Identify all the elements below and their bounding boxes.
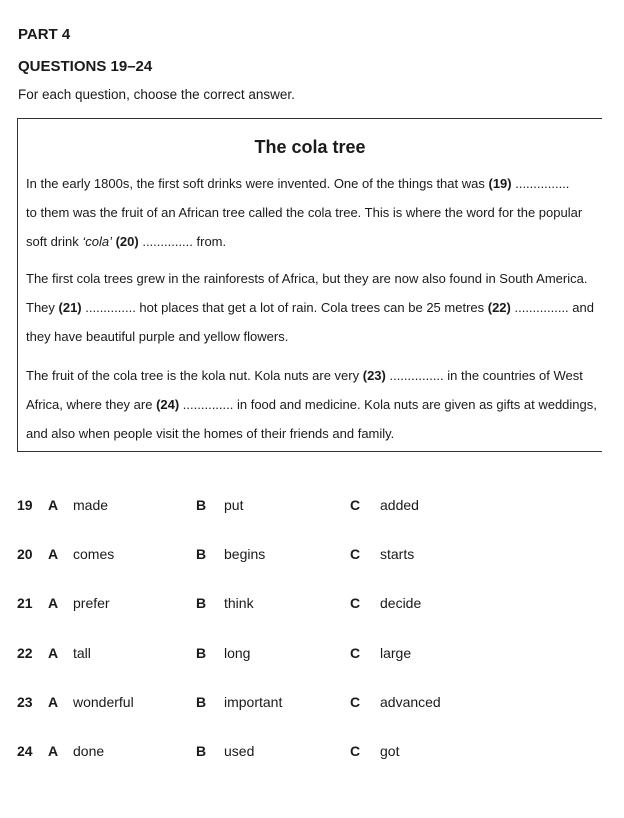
option-letter-b: B bbox=[196, 694, 207, 710]
option-letter-a: A bbox=[48, 546, 59, 562]
option-letter-a: A bbox=[48, 694, 59, 710]
question-row-20 bbox=[0, 539, 624, 569]
option-c[interactable]: decide bbox=[380, 595, 422, 611]
option-b[interactable]: think bbox=[224, 595, 254, 611]
text-line bbox=[26, 419, 602, 448]
question-row-22 bbox=[0, 638, 624, 668]
text-line bbox=[26, 264, 602, 293]
text-fragment: .............. hot places that get a lot of rain. Cola trees can be 25 metres bbox=[81, 300, 488, 315]
instruction-text: For each question, choose the correct answer. bbox=[18, 87, 295, 102]
option-b[interactable]: long bbox=[224, 645, 251, 661]
text-fragment: and also when people visit the homes of their friends and family. bbox=[26, 426, 395, 441]
option-letter-c: C bbox=[350, 694, 361, 710]
cola-word: ‘cola’ bbox=[82, 234, 112, 249]
text-fragment: they have beautiful purple and yellow flowers. bbox=[26, 329, 289, 344]
gap-19: (19) bbox=[488, 176, 512, 191]
question-number: 20 bbox=[17, 546, 33, 562]
option-letter-b: B bbox=[196, 497, 207, 513]
text-fragment: In the early 1800s, the first soft drinks were invented. One of the things that was bbox=[26, 176, 489, 191]
question-row-19 bbox=[0, 490, 624, 520]
question-number: 24 bbox=[17, 743, 33, 759]
text-fragment: They bbox=[26, 300, 59, 315]
paragraph-1 bbox=[26, 169, 602, 256]
text-title: The cola tree bbox=[254, 137, 366, 157]
option-b[interactable]: used bbox=[224, 743, 255, 759]
option-a[interactable]: done bbox=[73, 743, 105, 759]
option-letter-b: B bbox=[196, 546, 207, 562]
text-fragment: ............... in the countries of West bbox=[385, 368, 583, 383]
paragraph-3 bbox=[26, 361, 602, 448]
option-a[interactable]: wonderful bbox=[73, 694, 134, 710]
option-c[interactable]: starts bbox=[380, 546, 415, 562]
gap-22: (22) bbox=[487, 300, 511, 315]
option-a[interactable]: tall bbox=[73, 645, 91, 661]
option-c[interactable]: advanced bbox=[380, 694, 441, 710]
option-b[interactable]: important bbox=[224, 694, 283, 710]
gap-24: (24) bbox=[156, 397, 180, 412]
text-line bbox=[26, 293, 602, 322]
text-fragment: .............. in food and medicine. Kola nuts are given as gifts at weddings, bbox=[179, 397, 597, 412]
option-c[interactable]: large bbox=[380, 645, 412, 661]
text-fragment: The fruit of the cola tree is the kola nut. Kola nuts are very bbox=[26, 368, 363, 383]
text-fragment: .............. from. bbox=[138, 234, 227, 249]
text-line bbox=[26, 169, 602, 198]
text-line bbox=[26, 361, 602, 390]
question-number: 22 bbox=[17, 645, 33, 661]
option-c[interactable]: got bbox=[380, 743, 400, 759]
question-number: 21 bbox=[17, 595, 33, 611]
text-line bbox=[26, 390, 602, 419]
gap-20: (20) bbox=[111, 234, 139, 249]
question-row-23 bbox=[0, 687, 624, 717]
option-letter-b: B bbox=[196, 645, 207, 661]
option-letter-a: A bbox=[48, 645, 59, 661]
option-letter-a: A bbox=[48, 743, 59, 759]
text-line bbox=[26, 198, 602, 227]
option-a[interactable]: prefer bbox=[73, 595, 110, 611]
option-letter-c: C bbox=[350, 595, 361, 611]
text-fragment: The first cola trees grew in the rainforests of Africa, but they are now also found in South America. bbox=[26, 271, 588, 286]
option-letter-a: A bbox=[48, 497, 59, 513]
text-fragment: soft drink bbox=[26, 234, 83, 249]
option-letter-c: C bbox=[350, 546, 361, 562]
reading-text-box bbox=[17, 118, 602, 452]
option-letter-b: B bbox=[196, 595, 207, 611]
questions-heading: QUESTIONS 19–24 bbox=[18, 58, 153, 75]
option-letter-b: B bbox=[196, 743, 207, 759]
option-letter-c: C bbox=[350, 497, 361, 513]
option-a[interactable]: comes bbox=[73, 546, 115, 562]
question-number: 23 bbox=[17, 694, 33, 710]
text-line bbox=[26, 227, 602, 256]
option-b[interactable]: begins bbox=[224, 546, 266, 562]
text-fragment: ............... bbox=[511, 176, 570, 191]
option-c[interactable]: added bbox=[380, 497, 419, 513]
text-fragment: Africa, where they are bbox=[26, 397, 157, 412]
question-row-21 bbox=[0, 588, 624, 618]
question-number: 19 bbox=[17, 497, 33, 513]
gap-21: (21) bbox=[58, 300, 82, 315]
part-heading: PART 4 bbox=[18, 26, 71, 43]
option-letter-a: A bbox=[48, 595, 59, 611]
option-b[interactable]: put bbox=[224, 497, 244, 513]
option-letter-c: C bbox=[350, 743, 361, 759]
question-row-24 bbox=[0, 736, 624, 766]
text-fragment: to them was the fruit of an African tree called the cola tree. This is where the word for the popular bbox=[26, 205, 583, 220]
option-a[interactable]: made bbox=[73, 497, 109, 513]
text-fragment: ............... and bbox=[510, 300, 594, 315]
paragraph-2 bbox=[26, 264, 602, 351]
option-letter-c: C bbox=[350, 645, 361, 661]
gap-23: (23) bbox=[362, 368, 386, 383]
text-line bbox=[26, 322, 602, 351]
